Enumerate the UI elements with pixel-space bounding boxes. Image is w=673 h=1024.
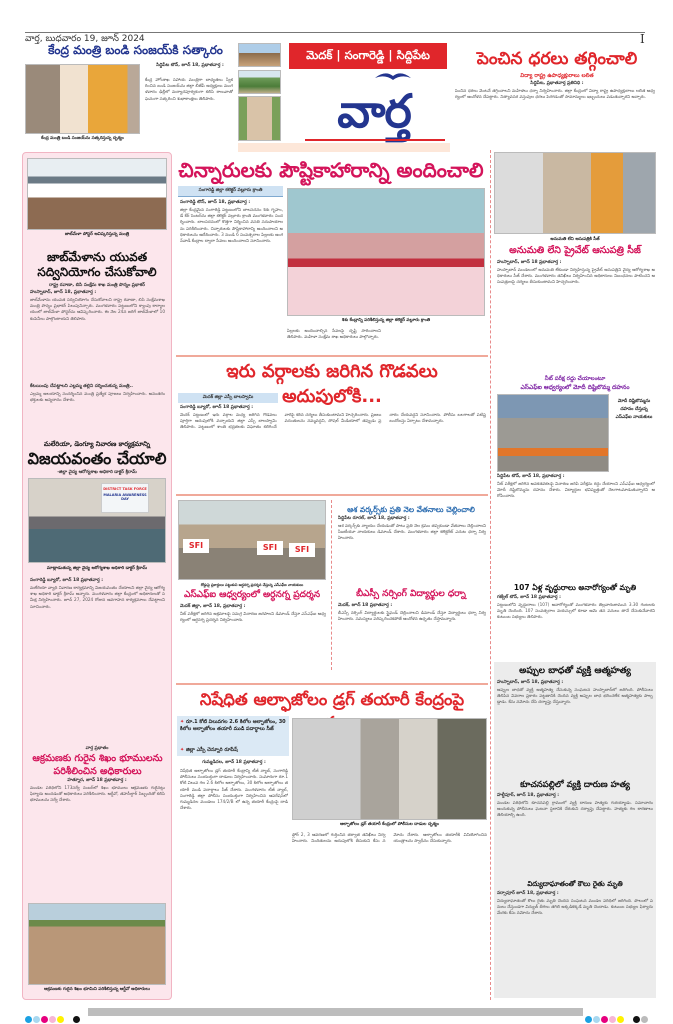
story-asha-headline: ఆశ వర్కర్స్‌కు ప్రతి నెల వేతనాలు చెల్లించాలి: [347, 505, 475, 514]
story-bandi-headline: కేంద్ర మంత్రి బండి సంజయ్‌కి సత్కారం: [48, 43, 223, 57]
story-shikham-kicker: వార్త ప్రభాతం: [85, 746, 109, 751]
story-nutrition-caption: శిశు కేంద్రాన్ని పరిశీలిస్తున్న జిల్లా కలెక్టర్ వల్లూరు క్రాంతి: [341, 318, 431, 323]
story-jobmela-photo-caption: జాబ్‌మేళా పోస్టర్ ఆవిష్కరిస్తున్న మంత్రి: [64, 232, 130, 237]
story-drug-body2: ఫ్లోర్ 2, 3 ఆవరణలో గుర్తించిన తర్వాత తనిఖీలు నిర్వహించారు. నిందితులను అదుపులోకి తీసుకుని కేసు నమోదు చేశారు. ఆల్ఫాజోలం తయారీకి వినియోగించిన యంత్రాలను స్వాధీనం చేసుకున్నారు.: [292, 832, 487, 844]
story-drug-dateline: గుమ్మడిదల, జూన్ 18 ప్రభాతవార్త :: [202, 760, 266, 765]
story-vijaya-banner2: MALARIA AWARENESS DAY: [103, 493, 147, 501]
registration-dot: [617, 1016, 624, 1023]
story-nursing-body: బీఎస్సీ నర్సింగ్ విద్యార్థులకు స్టైఫండ్ చెల్లించాలని డిమాండ్ చేస్తూ విద్యార్థులు ధర్నా నిర్వహించారు. సమస్యలు పరిష్కరించకపోతే ఆందోళన ఉధృతం చేస్తామన్నారు.: [338, 610, 486, 622]
story-neet-photo: [497, 394, 609, 472]
sfi-sign: SFI: [289, 543, 315, 557]
logo-underline: [305, 139, 445, 141]
story-prices-dateline: సిద్దిపేట, ప్రభాతవార్త ప్రతినిధి :: [530, 81, 584, 86]
story-drug-caption: ఆల్ఫాజోలం డ్రగ్ తయారీ కేంద్రంలో పోలీసుల దాడుల దృశ్యం: [340, 822, 439, 827]
story-clash-body: మెదక్ పట్టణంలో ఇరు వర్గాల మధ్య జరిగిన గొడవలు పూర్తిగా అదుపులోకి వచ్చాయని జిల్లా ఎస్పీ బాలస్వామి తెలిపారు. పట్టణంలో శాంతి భద్రతలకు విఘాతం కలిగించే వారిపై కఠిన చర్యలు తీసుకుంటామని హెచ్చరించారు. ప్రజలు వదంతులను నమ్మవద్దని, సోషల్ మీడియాలో తప్పుడు ప్రచారం చేయవద్దని సూచించారు. పోలీసు బలగాలతో పటిష్ట బందోబస్తు ఏర్పాటు చేశామన్నారు.: [180, 412, 486, 430]
story-nutrition-body: జిల్లా కేంద్రమైన సంగారెడ్డి పట్టణంలోని బాలసదనం శిశు గృహం, డే కేర్ సెంటర్‌ను జిల్లా కలెక్టర్ వల్లూరు క్రాంతి మంగళవారం సందర్శించారు. బాలసదనంలో కొత్తగా నిర్మించిన వసతి సదుపాయాలను పరిశీలించారు. చిన్నారులకు పౌష్టికాహారాన్ని అందించాలని అధికారులను ఆదేశించారు. 3 నుండి 6 సంవత్సరాల పిల్లలకు అంగన్‌వాడీ కేంద్రాల ద్వారా సేవలు అందించాలని సూచించారు.: [180, 207, 283, 244]
story-hospital-body: హుస్నాబాద్ మండలంలో అనుమతి లేకుండా నిర్వహిస్తున్న ప్రైవేట్ ఆసుపత్రిని వైద్య ఆరోగ్యశాఖ అధికారులు సీజ్ చేశారు. మంగళవారం తనిఖీలు నిర్వహించిన అధికారులు నిబంధనలు పాటించని ఆసుపత్రులపై చర్యలు తీసుకుంటామని హెచ్చరించారు.: [497, 267, 655, 285]
page-number: I: [640, 32, 645, 46]
footer-grey-bar: [88, 1008, 583, 1016]
story-oldman-headline: 107 ఏళ్ల వృద్ధురాలు అనారోగ్యంతో మృతి: [513, 583, 637, 592]
story-sfi-body: నీట్ పరీక్షలో జరిగిన అక్రమాలపై సమగ్ర విచారణ జరపాలని డిమాండ్ చేస్తూ ఎస్ఎఫ్ఐ ఆధ్వర్యంలో అర్ధనగ్న ప్రదర్శన నిర్వహించారు.: [180, 611, 326, 623]
masthead-photo-church: [238, 96, 281, 141]
story-jobmela-photo: [27, 158, 167, 230]
registration-marks-left: [25, 1008, 85, 1017]
story-vijaya-kicker: మలేరియా, డెంగ్యూ నివారణ కార్యక్రమాన్ని: [43, 440, 151, 448]
story-sfi-headline: ఎస్ఎఫ్ఐ ఆధ్వర్యంలో అర్ధనగ్న ప్రదర్శన: [183, 590, 321, 600]
story-murder-body: మండల పరిధిలోని కూచనపల్లి గ్రామంలో వ్యక్తి దారుణ హత్యకు గురయ్యాడు. సమాచారం అందుకున్న పోలీసులు ఘటనా స్థలానికి చేరుకుని దర్యాప్తు చేపట్టారు. హత్యకు గల కారణాలు తెలియాల్సి ఉంది.: [497, 800, 653, 818]
dove-icon: [373, 68, 413, 82]
story-asha-dateline: సిద్దిపేట రూరల్, జూన్ 18, ప్రభాతవార్త :: [338, 516, 410, 521]
story-shikham-caption: ఆక్రమణకు గురైన శిఖం భూమిని పరిశీలిస్తున్న ఆర్డీవో అధికారులు: [44, 987, 150, 992]
registration-marks-right: [585, 1008, 655, 1017]
story-vijaya-banner: DISTRICT TASK FORCE: [103, 487, 147, 491]
registration-dot: [73, 1016, 80, 1023]
story-nutrition-subhead: సంగారెడ్డి జిల్లా కలెక్టర్ వల్లూరు క్రాంతి: [198, 188, 263, 193]
story-debt-headline: అప్పుల బాధతో వ్యక్తి ఆత్మహత్య: [519, 666, 631, 676]
registration-dot: [641, 1016, 648, 1023]
story-murder-dateline: హల్దీపూర్, జూన్ 18, ప్రభాతవార్త :: [497, 793, 560, 798]
story-oldman-body: పట్టణంలోని వృద్ధురాలు (107) అనారోగ్యంతో మంగళవారం తెల్లవారుజామున 3.30 గంటలకు మృతి చెందింది. 107 సంవత్సరాల వయస్సులో కూడా ఆమె తన పనులు తానే చేసుకునేవారని కుటుంబ సభ్యులు తెలిపారు.: [497, 602, 655, 620]
sfi-sign: SFI: [183, 539, 209, 553]
story-drug-photo: [292, 718, 487, 820]
bullet-icon: ✦: [180, 719, 186, 725]
story-nutrition-headline: చిన్నారులకు పౌష్టికాహారాన్ని అందించాలి: [178, 158, 484, 182]
story-electric-headline: విద్యుదాఘాతంతో కౌలు రైతు మృతి: [527, 880, 623, 888]
story-vijaya-dateline: సంగారెడ్డి బ్యూరో, జూన్ 18 ప్రభాతవార్త :: [30, 578, 104, 583]
story-nutrition-dateline: సంగారెడ్డి టౌన్, జూన్ 18, ప్రభాతవార్త :: [180, 200, 251, 205]
registration-dot: [49, 1016, 56, 1023]
story-vijaya-photo: [28, 478, 166, 563]
story-oldman-dateline: గజ్వేల్ టౌన్, జూన్ 18 ప్రభాతవార్త :: [497, 595, 561, 600]
story-prices-subhead: విద్యా రాష్ట్ర ఉపాధ్యక్షురాలు లలిత: [520, 73, 594, 79]
story-shikham-dateline: హత్నూర, జూన్ 18 ప్రభాతవార్త :: [67, 778, 127, 783]
story-clash-dateline: సంగారెడ్డి బ్యూరో, జూన్ 18 ప్రభాతవార్త :: [180, 405, 254, 410]
story-drug-bullet-1: ✦ రూ.1 కోటి విలువగల 2.6 కిలోల ఆల్ఫాజోలం, 30 కిలోల ఆల్ఫాజోలం తయారీ ముడి పదార్థాలు సీజ్: [180, 719, 286, 732]
story-jobmela-body: జాబ్‌మేళాను యువత సద్వినియోగం చేసుకోవాలని రాష్ట్ర రవాణా, బిసి సంక్షేమశాఖ మంత్రి పొన్నం ప్రభాకర్ పిలుపునిచ్చారు. మంగళవారం పట్టణంలోని క్యాంపు కార్యాలయంలో జాబ్‌మేళా పోస్టర్‌ను ఆవిష్కరించారు. ఈ నెల 24న జరిగే జాబ్‌మేళాలో 10 కంపెనీలు పాల్గొంటాయని తెలిపారు.: [30, 297, 165, 321]
story-clash-headline: ఇరు వర్గాలకు జరిగిన గొడవలు అదుపులోకి...: [226, 361, 438, 407]
registration-dot: [609, 1016, 616, 1023]
masthead-strip: [238, 143, 450, 152]
story-neet-side-caption: మోదీ దిష్టిబొమ్మను దహనం చేస్తున్న ఎస్ఎఫ్ఐ నాయకులు: [615, 399, 653, 420]
story-jobmela-subhead2: కేటయింపు చేపట్టాలని ఎల్లమ్మ తల్లిని దర్శించుకున్న మంత్రి..: [30, 384, 133, 389]
story-sfi-caption: రోడ్డుపై ప్లకార్డులు పట్టుకుని అర్ధనగ్న ప్రదర్శన చేస్తున్న ఎస్ఎఫ్ఐ నాయకులు: [200, 583, 304, 587]
registration-dot: [633, 1016, 640, 1023]
registration-dot: [33, 1016, 40, 1023]
story-bandi-body: కేంద్ర హోంశాఖ సహాయ మంత్రిగా బాధ్యతలు స్వీకరించిన బండి సంజయ్‌ను జిల్లా బీజేపీ అధ్యక్షులు మంగళవారం ఢిల్లీలో మర్యాదపూర్వకంగా కలిసి శాలువాతో ఘనంగా సత్కరించి శుభాకాంక్షలు తెలిపారు.: [145, 77, 233, 101]
sfi-sign: SFI: [257, 541, 283, 555]
story-vijaya-subhead: -జిల్లా వైద్య ఆరోగ్యశాఖ అధికారి డాక్టర్ శ్రీరామ్: [57, 470, 137, 475]
story-drug-bullet-2: ✦ జిల్లా ఎస్పీ చెన్నూరి రూపేష్: [180, 747, 238, 753]
story-vijaya-headline: విజయవంతం చేయాలి: [27, 449, 167, 468]
story-prices-body: పెంచిన ధరలు వెంటనే తగ్గించాలని మహిళలు ధర్నా నిర్వహించారు. జిల్లా కేంద్రంలో విద్యా రాష్ట్ర ఉపాధ్యక్షురాలు లలిత ఆధ్వర్యంలో ఆందోళన చేపట్టారు. నిత్యావసర వస్తువుల ధరలు పెరగడంతో సామాన్యులు ఇబ్బందులు పడుతున్నారని అన్నారు.: [455, 88, 655, 100]
registration-dot: [585, 1016, 592, 1023]
story-electric-dateline: నర్సాపూర్ జూన్ 18, ప్రభాతవార్త :: [497, 891, 559, 896]
story-jobmela-dateline: హుస్నాబాద్, జూన్ 18, ప్రభాతవార్త :: [30, 290, 97, 295]
story-jobmela-headline: జాబ్‌మేళాను యువత సద్వినియోగం చేసుకోవాలి: [37, 250, 157, 279]
story-nutrition-body2: పిల్లలకు అందించాల్సిన సేవలపై దృష్టి సారించాలని తెలిపారు. మహిళా సంక్షేమ శాఖ అధికారులు పాల్గొన్నారు.: [287, 328, 381, 340]
story-drug-body: నిషేధిత ఆల్ఫాజోలం డ్రగ్ తయారీ కేంద్రాన్ని టీజీ న్యాబ్, సంగారెడ్డి పోలీసులు సంయుక్తంగా దాడులు నిర్వహించారు. సుమారుగా రూ.1 కోటి విలువ గల 2.6 కిలోల ఆల్ఫాజోలం, 30 కిలోల ఆల్ఫాజోలం తయారీ ముడి పదార్థాలు సీజ్ చేశారు. మంగళవారం టీజీ న్యాబ్, సంగారెడ్డి జిల్లా పోలీసు సంయుక్తంగా నిర్వహించిన ఆపరేషన్‌లో గుమ్మడిదల మండలం 174/2/B లో ఉన్న తయారీ కేంద్రంపై దాడి చేశారు.: [180, 768, 288, 811]
column-divider: [490, 150, 491, 1000]
registration-dot: [57, 1016, 64, 1023]
story-hospital-headline: అనుమతి లేని ప్రైవేట్ ఆసుపత్రి సీజ్: [509, 245, 641, 256]
column-divider: [331, 500, 332, 670]
header-rule: [25, 32, 645, 33]
story-vijaya-caption: మాట్లాడుతున్న జిల్లా వైద్య ఆరోగ్యశాఖ అధికారి డాక్టర్ శ్రీరామ్: [46, 566, 148, 571]
registration-dot: [593, 1016, 600, 1023]
story-shikham-body: మండల పరిధిలోని 173సర్వే నంబర్‌లో శిఖం భూములు ఆక్రమణకు గురైనట్లు ఫిర్యాదు అందడంతో అధికారులు పరిశీలించారు. ఆర్డీవో, తహసీల్దార్ సిబ్బందితో కలిసి భూములను సర్వే చేశారు.: [30, 785, 165, 803]
story-nursing-dateline: మెదక్, జూన్ 18 ప్రభాతవార్త :: [338, 603, 393, 608]
story-neet-headline: ఎస్ఎఫ్ఐ ఆధ్వర్యంలో మోదీ దిష్టిబొమ్మ దహనం: [520, 384, 630, 391]
section-divider: [176, 683, 488, 685]
story-jobmela-body2: ఎల్లమ్మ ఆలయాన్ని సందర్శించిన మంత్రి ప్రత్యేక పూజలు నిర్వహించారు. అనంతరం భక్తులకు అన్నదానం చేశారు.: [30, 391, 165, 403]
story-hospital-dateline: హుస్నాబాద్, జూన్ 18 ప్రభాతవార్త :: [497, 260, 562, 265]
edition-bar: మెదక్ | సంగారెడ్డి | సిద్దిపేట: [289, 43, 447, 69]
story-electric-body: విద్యుదాఘాతంతో కౌలు రైతు మృతి చెందిన సంఘటన మండల పరిధిలో జరిగింది. పొలంలో పనులు చేస్తుండగా విద్యుత్ తీగలు తగిలి అక్కడికక్కడే మృతి చెందాడు. కుటుంబ సభ్యుల ఫిర్యాదు మేరకు కేసు నమోదు చేశారు.: [497, 898, 653, 916]
registration-dot: [25, 1016, 32, 1023]
story-bandi-dateline: సిద్దిపేట టౌన్, జూన్ 18, ప్రభాతవార్త :: [156, 63, 224, 68]
story-bandi-photo: [25, 64, 140, 134]
registration-dot: [65, 1016, 72, 1023]
story-nutrition-photo: [287, 188, 485, 316]
section-divider: [176, 355, 488, 357]
story-shikham-headline: ఆక్రమణకు గురైన శిఖం భూములను పరిశీలించిన అధికారులు: [32, 753, 163, 777]
story-murder-headline: కూచనపల్లిలో వ్యక్తి దారుణ హత్య: [520, 780, 630, 790]
story-clash-subhead: మెదక్ జిల్లా ఎస్పీ బాలస్వామి: [202, 395, 254, 400]
story-jobmela-subhead: రాష్ట్ర రవాణా, బిసి సంక్షేమ శాఖ మంత్రి పొన్నం ప్రభాకర్: [49, 283, 145, 288]
story-vijaya-body: మలేరియా వ్యాధి నివారణ కార్యక్రమాన్ని విజయవంతం చేయాలని జిల్లా వైద్య ఆరోగ్య శాఖ అధికారి డాక్టర్ శ్రీరామ్ అన్నారు. మంగళవారం జిల్లా కేంద్రంలో అధికారులతో సమీక్ష నిర్వహించారు. జూన్ 27, 2024 రోజున అవగాహన కార్యక్రమాలు చేపట్టాలని సూచించారు.: [30, 585, 165, 609]
masthead-logo: వార్త: [337, 84, 411, 138]
story-nursing-headline: బీఎస్సీ నర్సింగ్ విద్యార్థుల ధర్నా: [356, 589, 466, 599]
story-hospital-caption: అనుమతి లేని ఆసుపత్రికి సీజ్: [550, 237, 600, 242]
masthead-photo-garden: [238, 70, 281, 94]
story-sfi-photo: [178, 500, 326, 580]
story-neet-kicker: నీట్ పరీక్ష రద్దు చేయాలంటూ: [544, 376, 606, 382]
story-debt-body: అప్పుల బాధతో వ్యక్తి ఆత్మహత్య చేసుకున్న సంఘటన హుస్నాబాద్‌లో జరిగింది. పోలీసులు తెలిపిన వివరాల ప్రకారం పట్టణానికి చెందిన వ్యక్తి అప్పుల బాధ భరించలేక ఆత్మహత్యకు పాల్పడ్డాడు. కేసు నమోదు చేసి దర్యాప్తు చేస్తున్నారు.: [497, 687, 653, 705]
date-line: వార్త, బుధవారం 19, జూన్ 2024: [25, 34, 145, 44]
story-shikham-photo: [28, 903, 166, 985]
story-asha-body: ఆశ వర్కర్స్‌కు న్యాయం చేయడంతో పాటు ప్రతి నెల క్రమం తప్పకుండా వేతనాలు చెల్లించాలని సీఐటీయూ నాయకులు డిమాండ్ చేశారు. మంగళవారం జిల్లా కలెక్టరేట్ ఎదుట ధర్నా నిర్వహించారు.: [338, 523, 486, 541]
bullet-icon: ✦: [180, 747, 186, 753]
story-neet-body: నీట్ పరీక్షలో జరిగిన అవకతవకలపై విచారణ జరిపి పరీక్షను రద్దు చేయాలని ఎస్ఎఫ్ఐ ఆధ్వర్యంలో మోదీ దిష్టిబొమ్మను దహనం చేశారు. విద్యార్థుల భవిష్యత్తుతో చెలగాటమాడుతున్నారని ఆరోపించారు.: [497, 481, 655, 499]
story-bandi-caption: కేంద్ర మంత్రి బండి సంజయ్‌ను సత్కరిస్తున్న దృశ్యం: [41, 136, 124, 141]
masthead-photo-temple: [238, 43, 281, 67]
story-debt-dateline: హుస్నాబాద్, జూన్ 18, ప్రభాతవార్త :: [497, 680, 564, 685]
story-prices-headline: పెంచిన ధరలు తగ్గించాలి: [476, 49, 638, 69]
story-drug-headline: నిషేధిత ఆల్ఫాజోలం డ్రగ్ తయారీ కేంద్రంపై: [199, 690, 465, 709]
story-hospital-photo: [494, 152, 656, 234]
registration-dot: [601, 1016, 608, 1023]
registration-dot: [625, 1016, 632, 1023]
section-divider: [176, 494, 488, 496]
registration-dot: [41, 1016, 48, 1023]
story-neet-dateline: సిద్దిపేట టౌన్, జూన్ 18, ప్రభాతవార్త :: [497, 474, 565, 479]
story-sfi-dateline: మెదక్ జిల్లా, జూన్ 18, ప్రభాతవార్త :: [180, 604, 246, 609]
